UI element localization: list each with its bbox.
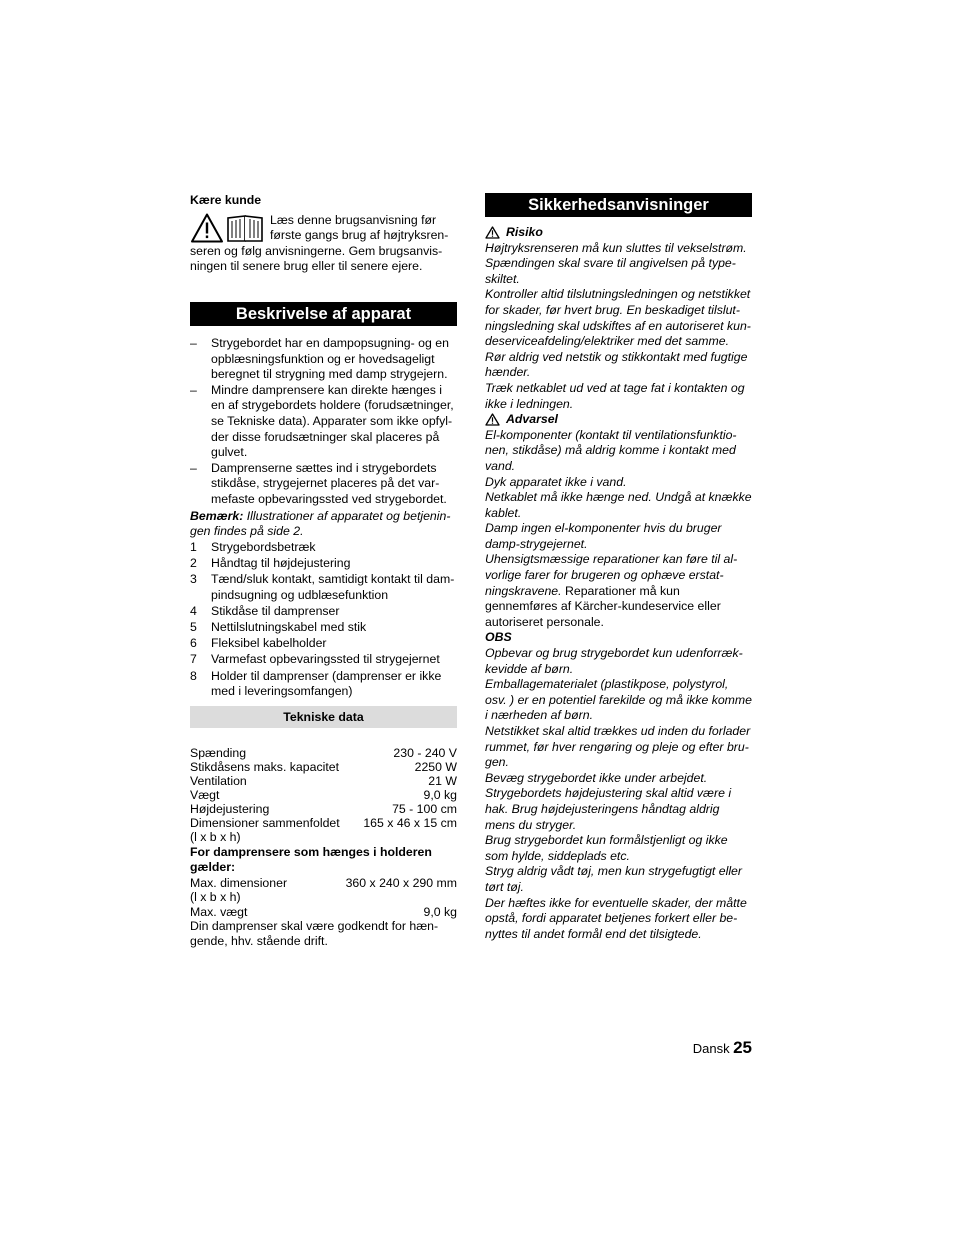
intro-icons xyxy=(190,213,266,243)
spec-row xyxy=(190,774,457,788)
spec-value: 9,0 kg xyxy=(423,787,457,802)
spec-label: Spænding xyxy=(190,745,247,760)
advarsel-label xyxy=(485,412,752,428)
risiko-paragraph: Rør aldrig ved netstik og stikkontakt med fugtige hænder. xyxy=(485,349,748,380)
spec-value: 360 x 240 x 290 mm xyxy=(345,875,457,890)
parts-list xyxy=(190,540,457,700)
note-label: Bemærk: xyxy=(190,508,244,523)
page-number: 25 xyxy=(733,1038,752,1057)
list-item: – Mindre damprensere kan direkte hænges i en af strygebordets holdere (forudsætninger, se Tekniske data). Apparater som ikke opfyl- der disse forudsætninger skal placeres på gulvet. xyxy=(190,383,457,461)
spec-label: Ventilation xyxy=(190,773,247,788)
obs-label xyxy=(485,630,752,646)
label-text: Advarsel xyxy=(506,412,558,427)
warning-triangle-icon xyxy=(485,226,500,239)
item-number: 4 xyxy=(190,603,197,618)
item-number: 6 xyxy=(190,636,197,651)
spec-value: 21 W xyxy=(428,773,457,788)
risiko-paragraph: Kontroller altid tilslutningsledningen og netstikket for skader, før hvert brug. En beskadiget tilslut- ningsledning skal udskiftes af en autoriseret kun- deserviceafdeling/elektriker med det samme. xyxy=(485,287,751,349)
item-text: Holder til damprenser (damprenser er ikke med i leveringsomfangen) xyxy=(211,668,442,699)
repair-warning: Uhensigtsmæssige reparationer kan føre til al- vorlige farer for brugeren og ophæve erstat- ningskravene. xyxy=(485,552,738,598)
intro-line: første gangs brug af højtryksren- xyxy=(270,228,449,243)
item-number: 3 xyxy=(190,572,197,587)
spec-value: 230 - 240 V xyxy=(393,745,457,760)
list-item xyxy=(190,669,457,700)
intro-line: ningen til senere brug eller til senere ejere. xyxy=(190,259,423,274)
spec-table xyxy=(190,746,457,950)
spec-row xyxy=(190,816,457,830)
list-item xyxy=(190,652,457,668)
dimension-unit: (l x b x h) xyxy=(190,889,241,904)
item-number: 2 xyxy=(190,555,197,570)
intro-paragraph xyxy=(190,213,457,275)
list-item xyxy=(190,556,457,572)
spec-value: 2250 W xyxy=(414,759,457,774)
obs-paragraph: Strygebordets højdejustering skal altid være i hak. Brug højdejusteringens håndtag aldrig mens du stryger. xyxy=(485,786,732,832)
right-column xyxy=(485,193,752,942)
warning-triangle-icon xyxy=(485,413,500,426)
risiko-paragraph: Træk netkablet ud ved at tage fat i kontakten og ikke i ledningen. xyxy=(485,380,745,411)
repair-info: Reparationer må kun gennemføres af Kärcher-kundeservice eller autoriseret personale. xyxy=(485,583,721,629)
item-number: 1 xyxy=(190,539,197,554)
list-item xyxy=(190,540,457,556)
item-text: Strygebordsbetræk xyxy=(211,539,316,554)
list-item xyxy=(190,620,457,636)
hanging-heading: For damprensere som hænges i holderen gælder: xyxy=(190,844,432,875)
obs-paragraph: Der hæftes ikke for eventuelle skader, der måtte opstå, fordi apparatet betjenes forkert eller be- nyttes til andet formål end det tilsigtede. xyxy=(485,895,747,941)
obs-paragraph: Emballagematerialet (plastikpose, polystyrol, osv. ) er en potentiel farekilde og må ikke komme i nærheden af børn. xyxy=(485,677,753,723)
obs-paragraph: Bevæg strygebordet ikke under arbejdet. xyxy=(485,770,708,785)
note-text: Illustrationer af apparatet og betjenin- gen findes på side 2. xyxy=(190,508,451,539)
intro-line: seren og følg anvisningerne. Gem brugsanvis- xyxy=(190,243,443,258)
risiko-label xyxy=(485,225,752,241)
advarsel-paragraph: Damp ingen el-komponenter hvis du bruger damp-strygejernet. xyxy=(485,521,722,551)
spec-label: Højdejustering xyxy=(190,801,270,816)
obs-paragraph: Netstikket skal altid trækkes ud inden du forlader rummet, før hver rengøring og pleje og efter bru- gen. xyxy=(485,724,751,770)
approval-note: Din damprenser skal være godkendt for hæn- gende, hhv. stående drift. xyxy=(190,918,439,949)
spec-row xyxy=(190,905,457,919)
page-footer xyxy=(600,1040,752,1058)
list-item xyxy=(190,636,457,652)
dimension-unit: (l x b x h) xyxy=(190,829,241,844)
advarsel-paragraph: El-komponenter (kontakt til ventilationsfunktio- nen, stikdåse) må aldrig komme i kontakt med vand. xyxy=(485,427,737,473)
advarsel-paragraph: Dyk apparatet ikke i vand. xyxy=(485,474,627,489)
item-text: Håndtag til højdejustering xyxy=(211,555,351,570)
item-text: Nettilslutningskabel med stik xyxy=(211,620,367,635)
warning-triangle-icon xyxy=(192,214,222,241)
section-heading-beskrivelse: Beskrivelse af apparat xyxy=(190,302,457,326)
label-text: OBS xyxy=(485,630,512,645)
spec-value: 75 - 100 cm xyxy=(392,801,457,816)
description-bullets xyxy=(190,336,457,508)
spec-row xyxy=(190,760,457,774)
spec-label: Max. vægt xyxy=(190,904,248,919)
spec-value: 9,0 kg xyxy=(423,904,457,919)
illustration-note xyxy=(190,509,457,540)
item-number: 8 xyxy=(190,668,197,683)
list-item xyxy=(190,604,457,620)
spec-row xyxy=(190,788,457,802)
obs-paragraph: Opbevar og brug strygebordet kun udenforræk- kevidde af børn. xyxy=(485,646,743,676)
greeting: Kære kunde xyxy=(190,193,262,207)
obs-paragraph: Stryg aldrig vådt tøj, men kun strygefugtigt eller tørt tøj. xyxy=(485,864,742,894)
item-text: Varmefast opbevaringssted til strygejernet xyxy=(211,652,440,667)
item-number: 7 xyxy=(190,652,197,667)
item-text: Fleksibel kabelholder xyxy=(211,636,327,651)
list-item: – Strygebordet har en dampopsugning- og en opblæsningsfunktion og er hovedsageligt beregnet til strygning med damp strygejern. xyxy=(190,336,457,383)
section-heading-tekniske-data: Tekniske data xyxy=(190,706,457,728)
advarsel-paragraph: Netkablet må ikke hænge ned. Undgå at knække kablet. xyxy=(485,490,752,520)
spec-row xyxy=(190,876,457,890)
manual-book-icon xyxy=(228,216,262,241)
left-column xyxy=(190,193,457,950)
section-heading-sikkerhed: Sikkerhedsanvisninger xyxy=(485,193,752,217)
list-item xyxy=(190,572,457,603)
footer-language: Dansk xyxy=(692,1041,730,1056)
item-text: Stikdåse til damprenser xyxy=(211,603,340,618)
spec-label: Dimensioner sammenfoldet xyxy=(190,815,340,830)
item-text: Tænd/sluk kontakt, samtidigt kontakt til dam- pindsugning og udblæsefunktion xyxy=(211,572,455,602)
intro-line: Læs denne brugsanvisning før xyxy=(270,212,437,227)
obs-paragraph: Brug strygebordet kun formålstjenligt og ikke som hylde, siddeplads etc. xyxy=(485,833,728,863)
spec-value: 165 x 46 x 15 cm xyxy=(363,815,457,830)
spec-label: Stikdåsens maks. kapacitet xyxy=(190,759,339,774)
risiko-paragraph: Højtryksrenseren må kun sluttes til vekselstrøm. Spændingen skal svare til angivelsen på type- skiltet. xyxy=(485,240,747,286)
list-item: – Damprenserne sættes ind i strygebordets stikdåse, strygejernet placeres på det var- mefaste opbevaringssted ved strygebordet. xyxy=(190,461,457,508)
item-number: 5 xyxy=(190,620,197,635)
repair-paragraph xyxy=(485,552,752,630)
label-text: Risiko xyxy=(506,225,543,239)
spec-label: Vægt xyxy=(190,787,220,802)
spec-label: Max. dimensioner xyxy=(190,875,288,890)
spec-row xyxy=(190,802,457,816)
spec-row xyxy=(190,746,457,760)
